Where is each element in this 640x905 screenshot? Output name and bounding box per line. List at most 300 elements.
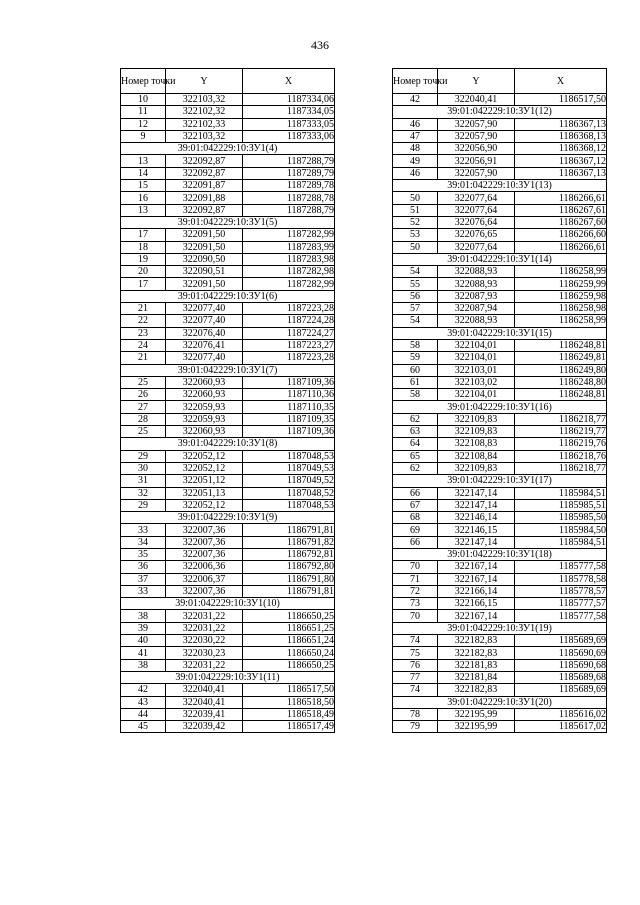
x-cell: 1187224,27 [243, 327, 335, 339]
point-number-cell: 47 [393, 130, 438, 142]
x-cell: 1186367,12 [515, 155, 607, 167]
x-cell: 1186249,80 [515, 364, 607, 376]
x-cell: 1187048,52 [243, 487, 335, 499]
y-cell: 322088,93 [438, 315, 515, 327]
y-cell: 322146,15 [438, 524, 515, 536]
x-cell: 1186651,24 [243, 635, 335, 647]
table-row [121, 462, 335, 474]
x-cell: 1187283,99 [243, 241, 335, 253]
x-cell: 1186650,25 [243, 610, 335, 622]
y-cell: 322090,50 [166, 253, 243, 265]
y-cell: 322077,40 [166, 303, 243, 315]
point-number-cell: 33 [121, 585, 166, 597]
point-number-cell: 44 [121, 708, 166, 720]
point-number-cell: 30 [121, 462, 166, 474]
table-row [393, 241, 607, 253]
table-row [393, 671, 607, 683]
table-row [121, 167, 335, 179]
table-row [121, 94, 335, 106]
point-number-cell: 42 [121, 684, 166, 696]
table-row [121, 585, 335, 597]
point-number-cell: 21 [121, 352, 166, 364]
table-row [393, 450, 607, 462]
y-cell: 322057,90 [438, 130, 515, 142]
y-cell: 322051,12 [166, 475, 243, 487]
y-cell: 322146,14 [438, 512, 515, 524]
point-number-cell: 52 [393, 216, 438, 228]
point-number-cell: 32 [121, 487, 166, 499]
x-cell: 1186792,81 [243, 548, 335, 560]
table-row [393, 413, 607, 425]
table-row [393, 364, 607, 376]
point-number-cell: 23 [121, 327, 166, 339]
section-row [121, 671, 335, 683]
table-row [121, 647, 335, 659]
x-cell: 1186218,76 [515, 450, 607, 462]
y-cell: 322182,83 [438, 647, 515, 659]
table-row [121, 696, 335, 708]
table-row [393, 315, 607, 327]
table-row [393, 216, 607, 228]
section-label: 39:01:042229:10:ЗУ1(18) [393, 548, 607, 560]
point-number-cell: 13 [121, 155, 166, 167]
y-cell: 322109,83 [438, 413, 515, 425]
y-cell: 322108,83 [438, 438, 515, 450]
table-header-row [393, 69, 607, 94]
table-row [121, 426, 335, 438]
point-number-cell: 53 [393, 229, 438, 241]
point-number-cell: 65 [393, 450, 438, 462]
y-cell: 322166,15 [438, 598, 515, 610]
section-row [393, 401, 607, 413]
point-number-cell: 63 [393, 426, 438, 438]
table-row [393, 389, 607, 401]
y-cell: 322195,99 [438, 708, 515, 720]
table-row [121, 327, 335, 339]
table-row [393, 204, 607, 216]
x-cell: 1186259,99 [515, 278, 607, 290]
section-label: 39:01:042229:10:ЗУ1(7) [121, 364, 335, 376]
table-row [393, 155, 607, 167]
table-row [121, 721, 335, 733]
table-row [393, 167, 607, 179]
x-cell: 1186651,25 [243, 622, 335, 634]
y-cell: 322031,22 [166, 610, 243, 622]
point-number-cell: 74 [393, 635, 438, 647]
point-number-cell: 18 [121, 241, 166, 253]
y-cell: 322091,50 [166, 241, 243, 253]
table-row [121, 622, 335, 634]
y-cell: 322195,99 [438, 721, 515, 733]
y-cell: 322166,14 [438, 585, 515, 597]
y-cell: 322092,87 [166, 167, 243, 179]
point-number-cell: 71 [393, 573, 438, 585]
x-cell: 1187224,28 [243, 315, 335, 327]
header-x: X [243, 69, 335, 94]
point-number-cell: 77 [393, 671, 438, 683]
y-cell: 322091,88 [166, 192, 243, 204]
table-row [393, 229, 607, 241]
x-cell: 1186367,13 [515, 167, 607, 179]
table-row [121, 155, 335, 167]
table-row [393, 536, 607, 548]
x-cell: 1185690,69 [515, 647, 607, 659]
x-cell: 1185689,69 [515, 635, 607, 647]
header-y: Y [166, 69, 243, 94]
table-row [121, 376, 335, 388]
table-row [393, 573, 607, 585]
table-row [121, 499, 335, 511]
point-number-cell: 17 [121, 229, 166, 241]
section-label: 39:01:042229:10:ЗУ1(17) [393, 475, 607, 487]
table-row [393, 708, 607, 720]
y-cell: 322052,12 [166, 499, 243, 511]
point-number-cell: 29 [121, 499, 166, 511]
table-row [121, 266, 335, 278]
y-cell: 322103,01 [438, 364, 515, 376]
x-cell: 1186248,81 [515, 339, 607, 351]
section-row [393, 475, 607, 487]
point-number-cell: 61 [393, 376, 438, 388]
x-cell: 1187288,79 [243, 155, 335, 167]
table-row [121, 524, 335, 536]
point-number-cell: 51 [393, 204, 438, 216]
point-number-cell: 79 [393, 721, 438, 733]
table-row [121, 241, 335, 253]
x-cell: 1186219,77 [515, 426, 607, 438]
section-label: 39:01:042229:10:ЗУ1(9) [121, 512, 335, 524]
x-cell: 1187048,53 [243, 499, 335, 511]
y-cell: 322052,12 [166, 462, 243, 474]
x-cell: 1185690,68 [515, 659, 607, 671]
section-label: 39:01:042229:10:ЗУ1(19) [393, 622, 607, 634]
table-row [121, 389, 335, 401]
table-row [393, 647, 607, 659]
point-number-cell: 15 [121, 180, 166, 192]
table-row [121, 635, 335, 647]
x-cell: 1186791,82 [243, 536, 335, 548]
point-number-cell: 38 [121, 659, 166, 671]
point-number-cell: 46 [393, 167, 438, 179]
x-cell: 1187223,28 [243, 352, 335, 364]
point-number-cell: 17 [121, 278, 166, 290]
y-cell: 322087,94 [438, 303, 515, 315]
y-cell: 322091,50 [166, 229, 243, 241]
section-row [393, 696, 607, 708]
y-cell: 322056,90 [438, 143, 515, 155]
section-label: 39:01:042229:10:ЗУ1(6) [121, 290, 335, 302]
point-number-cell: 25 [121, 426, 166, 438]
point-number-cell: 62 [393, 462, 438, 474]
y-cell: 322007,36 [166, 536, 243, 548]
y-cell: 322104,01 [438, 339, 515, 351]
table-row [393, 524, 607, 536]
y-cell: 322056,91 [438, 155, 515, 167]
table-row [121, 303, 335, 315]
table-row [121, 253, 335, 265]
y-cell: 322059,93 [166, 401, 243, 413]
table-row [393, 610, 607, 622]
y-cell: 322076,64 [438, 216, 515, 228]
point-number-cell: 75 [393, 647, 438, 659]
point-number-cell: 28 [121, 413, 166, 425]
y-cell: 322087,93 [438, 290, 515, 302]
y-cell: 322077,64 [438, 204, 515, 216]
table-row [121, 487, 335, 499]
y-cell: 322007,36 [166, 585, 243, 597]
x-cell: 1187110,35 [243, 401, 335, 413]
y-cell: 322040,41 [438, 94, 515, 106]
table-row [121, 450, 335, 462]
x-cell: 1187109,36 [243, 426, 335, 438]
section-row [121, 143, 335, 155]
point-number-cell: 66 [393, 536, 438, 548]
page-number: 436 [311, 38, 329, 52]
table-row [393, 278, 607, 290]
section-row [121, 216, 335, 228]
y-cell: 322091,87 [166, 180, 243, 192]
x-cell: 1185984,51 [515, 487, 607, 499]
x-cell: 1186518,50 [243, 696, 335, 708]
y-cell: 322088,93 [438, 278, 515, 290]
y-cell: 322092,87 [166, 204, 243, 216]
y-cell: 322076,41 [166, 339, 243, 351]
table-row [393, 352, 607, 364]
point-number-cell: 66 [393, 487, 438, 499]
table-row [121, 536, 335, 548]
x-cell: 1187282,98 [243, 266, 335, 278]
y-cell: 322108,84 [438, 450, 515, 462]
point-number-cell: 31 [121, 475, 166, 487]
section-row [393, 106, 607, 118]
y-cell: 322007,36 [166, 524, 243, 536]
table-row [393, 635, 607, 647]
point-number-cell: 60 [393, 364, 438, 376]
y-cell: 322092,87 [166, 155, 243, 167]
table-row [121, 118, 335, 130]
y-cell: 322147,14 [438, 499, 515, 511]
x-cell: 1187223,27 [243, 339, 335, 351]
x-cell: 1187334,05 [243, 106, 335, 118]
x-cell: 1187288,79 [243, 204, 335, 216]
table-row [121, 204, 335, 216]
table-row [121, 413, 335, 425]
table-row [393, 561, 607, 573]
section-label: 39:01:042229:10:ЗУ1(15) [393, 327, 607, 339]
x-cell: 1185778,57 [515, 585, 607, 597]
table-row [121, 708, 335, 720]
table-row [121, 684, 335, 696]
table-row [121, 315, 335, 327]
x-cell: 1186259,98 [515, 290, 607, 302]
x-cell: 1186258,99 [515, 266, 607, 278]
x-cell: 1186267,61 [515, 204, 607, 216]
table-row [121, 610, 335, 622]
y-cell: 322057,90 [438, 167, 515, 179]
section-row [121, 364, 335, 376]
point-number-cell: 43 [121, 696, 166, 708]
x-cell: 1186258,98 [515, 303, 607, 315]
point-number-cell: 55 [393, 278, 438, 290]
y-cell: 322167,14 [438, 573, 515, 585]
y-cell: 322090,51 [166, 266, 243, 278]
section-label: 39:01:042229:10:ЗУ1(13) [393, 180, 607, 192]
point-number-cell: 64 [393, 438, 438, 450]
y-cell: 322167,14 [438, 561, 515, 573]
x-cell: 1186218,77 [515, 462, 607, 474]
table-header-row [121, 69, 335, 94]
y-cell: 322182,83 [438, 635, 515, 647]
x-cell: 1187109,36 [243, 376, 335, 388]
point-number-cell: 54 [393, 266, 438, 278]
section-label: 39:01:042229:10:ЗУ1(16) [393, 401, 607, 413]
x-cell: 1185777,57 [515, 598, 607, 610]
table-row [393, 684, 607, 696]
x-cell: 1185616,02 [515, 708, 607, 720]
point-number-cell: 13 [121, 204, 166, 216]
x-cell: 1186791,80 [243, 573, 335, 585]
x-cell: 1187109,35 [243, 413, 335, 425]
x-cell: 1187334,06 [243, 94, 335, 106]
point-number-cell: 34 [121, 536, 166, 548]
y-cell: 322077,64 [438, 192, 515, 204]
table-row [121, 106, 335, 118]
table-row [393, 130, 607, 142]
table-row [393, 94, 607, 106]
y-cell: 322077,40 [166, 352, 243, 364]
table-row [393, 462, 607, 474]
y-cell: 322182,83 [438, 684, 515, 696]
x-cell: 1186248,80 [515, 376, 607, 388]
point-number-cell: 76 [393, 659, 438, 671]
x-cell: 1187049,53 [243, 462, 335, 474]
x-cell: 1186267,60 [515, 216, 607, 228]
x-cell: 1186249,81 [515, 352, 607, 364]
x-cell: 1186368,13 [515, 130, 607, 142]
table-row [121, 561, 335, 573]
section-label: 39:01:042229:10:ЗУ1(11) [121, 671, 335, 683]
point-number-cell: 39 [121, 622, 166, 634]
x-cell: 1187110,36 [243, 389, 335, 401]
y-cell: 322103,32 [166, 94, 243, 106]
table-row [393, 499, 607, 511]
x-cell: 1185985,51 [515, 499, 607, 511]
y-cell: 322039,42 [166, 721, 243, 733]
table-row [121, 401, 335, 413]
table-row [393, 290, 607, 302]
point-number-cell: 33 [121, 524, 166, 536]
point-number-cell: 11 [121, 106, 166, 118]
header-y: Y [438, 69, 515, 94]
section-row [393, 327, 607, 339]
point-number-cell: 59 [393, 352, 438, 364]
point-number-cell: 62 [393, 413, 438, 425]
table-row [393, 487, 607, 499]
point-number-cell: 10 [121, 94, 166, 106]
table-row [393, 118, 607, 130]
section-label: 39:01:042229:10:ЗУ1(10) [121, 598, 335, 610]
y-cell: 322104,01 [438, 352, 515, 364]
y-cell: 322102,32 [166, 106, 243, 118]
table-row [121, 573, 335, 585]
table-row [393, 438, 607, 450]
table-row [393, 376, 607, 388]
header-point-number: Номер точки [393, 69, 438, 94]
table-row [121, 548, 335, 560]
y-cell: 322103,32 [166, 130, 243, 142]
point-number-cell: 73 [393, 598, 438, 610]
y-cell: 322030,22 [166, 635, 243, 647]
point-number-cell: 48 [393, 143, 438, 155]
y-cell: 322006,36 [166, 561, 243, 573]
x-cell: 1187049,52 [243, 475, 335, 487]
x-cell: 1186219,76 [515, 438, 607, 450]
section-row [121, 512, 335, 524]
point-number-cell: 22 [121, 315, 166, 327]
point-number-cell: 40 [121, 635, 166, 647]
point-number-cell: 54 [393, 315, 438, 327]
table-row [393, 266, 607, 278]
y-cell: 322181,84 [438, 671, 515, 683]
point-number-cell: 46 [393, 118, 438, 130]
x-cell: 1186517,50 [243, 684, 335, 696]
y-cell: 322057,90 [438, 118, 515, 130]
point-number-cell: 56 [393, 290, 438, 302]
x-cell: 1186266,60 [515, 229, 607, 241]
y-cell: 322147,14 [438, 487, 515, 499]
x-cell: 1187333,05 [243, 118, 335, 130]
point-number-cell: 50 [393, 192, 438, 204]
x-cell: 1185777,58 [515, 610, 607, 622]
point-number-cell: 19 [121, 253, 166, 265]
x-cell: 1186517,49 [243, 721, 335, 733]
x-cell: 1186368,12 [515, 143, 607, 155]
section-label: 39:01:042229:10:ЗУ1(5) [121, 216, 335, 228]
point-number-cell: 58 [393, 339, 438, 351]
section-row [121, 598, 335, 610]
point-number-cell: 70 [393, 610, 438, 622]
x-cell: 1187333,06 [243, 130, 335, 142]
coordinates-table-left [120, 68, 335, 733]
table-row [121, 229, 335, 241]
point-number-cell: 38 [121, 610, 166, 622]
section-row [393, 180, 607, 192]
x-cell: 1187048,53 [243, 450, 335, 462]
x-cell: 1187288,78 [243, 192, 335, 204]
y-cell: 322031,22 [166, 659, 243, 671]
x-cell: 1186367,13 [515, 118, 607, 130]
point-number-cell: 68 [393, 512, 438, 524]
y-cell: 322147,14 [438, 536, 515, 548]
point-number-cell: 69 [393, 524, 438, 536]
y-cell: 322059,93 [166, 413, 243, 425]
point-number-cell: 58 [393, 389, 438, 401]
point-number-cell: 16 [121, 192, 166, 204]
x-cell: 1187283,98 [243, 253, 335, 265]
y-cell: 322007,36 [166, 548, 243, 560]
table-row [393, 598, 607, 610]
point-number-cell: 26 [121, 389, 166, 401]
section-row [393, 253, 607, 265]
x-cell: 1185617,02 [515, 721, 607, 733]
table-row [121, 659, 335, 671]
point-number-cell: 42 [393, 94, 438, 106]
table-row [393, 192, 607, 204]
y-cell: 322076,40 [166, 327, 243, 339]
y-cell: 322167,14 [438, 610, 515, 622]
point-number-cell: 21 [121, 303, 166, 315]
table-row [121, 130, 335, 142]
